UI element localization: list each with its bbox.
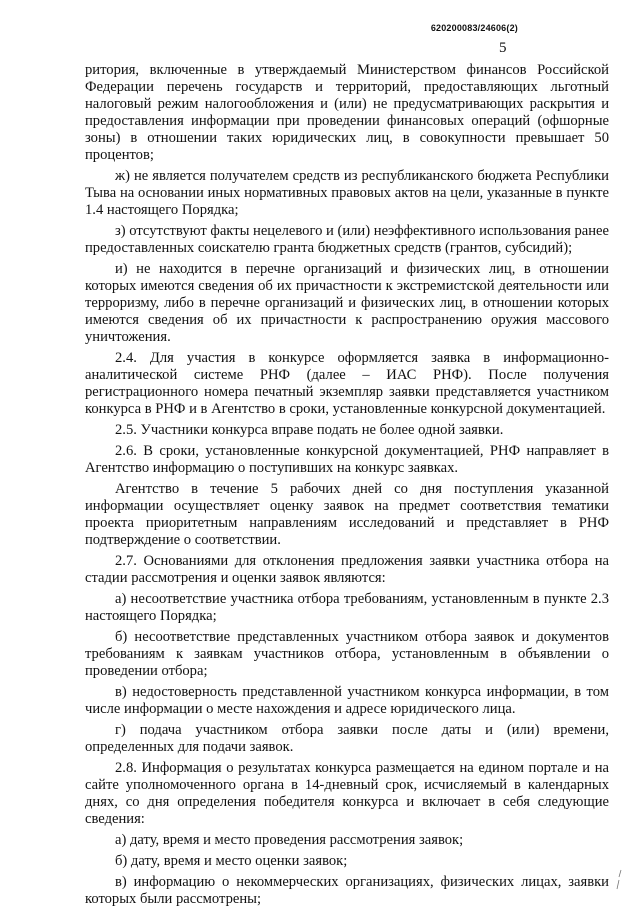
paragraph-item-z: з) отсутствуют факты нецелевого и (или) неэффективного использования ранее предоставленных соискателю гранта бюджетных средств (грантов, субсидий); <box>85 223 609 256</box>
paragraph-item-zh: ж) не является получателем средств из республиканского бюджета Республики Тыва на основании иных нормативных правовых актов на цели, указанные в пункте 1.4 настоящего Порядка; <box>85 168 609 218</box>
paragraph-reject-b: б) несоответствие представленных участником отбора заявок и документов требованиям к заявкам участников отбора, установленным в объявлении о проведении отбора; <box>85 629 609 679</box>
page-number: 5 <box>499 40 507 56</box>
paragraph-reject-v: в) недостоверность представленной участником конкурса информации, в том числе информации о месте нахождения и адресе юридического лица. <box>85 684 609 717</box>
paragraph-2-8: 2.8. Информация о результатах конкурса размещается на едином портале и на сайте уполномоченного органа в 14-дневный срок, исчисляемый в календарных днях, со дня определения победителя конкурса и включает в себя следующие сведения: <box>85 760 609 827</box>
paragraph-offshore-continuation: ритория, включенные в утверждаемый Министерством финансов Российской Федерации перечень государств и территорий, предоставляющих льготный налоговый режим налогообложения и (или) не предусматривающих раскрытия и предоставления информации при проведении финансовых операций (офшорные зоны) в отношении таких юридических лиц, в совокупности превышает 50 процентов; <box>85 62 609 163</box>
paragraph-2-5: 2.5. Участники конкурса вправе подать не более одной заявки. <box>115 422 504 438</box>
document-body <box>85 62 609 912</box>
paragraph-item-i: и) не находится в перечне организаций и физических лиц, в отношении которых имеются сведения об их причастности к экстремистской деятельности или терроризму, либо в перечне организаций и физических лиц, в отношении которых имеются сведения об их причастности к распространению оружия массового уничтожения. <box>85 261 609 345</box>
paragraph-2-7: 2.7. Основаниями для отклонения предложения заявки участника отбора на стадии рассмотрения и оценки заявок являются: <box>85 553 609 586</box>
paragraph-reject-g: г) подача участником отбора заявки после даты и (или) времени, определенных для подачи заявок. <box>85 722 609 755</box>
paragraph-2-4: 2.4. Для участия в конкурсе оформляется заявка в информационно-аналитической системе РНФ (далее – ИАС РНФ). После получения регистрационного номера печатный экземпляр заявки представляется участником конкурса в РНФ и в Агентство в сроки, установленные конкурсной документацией. <box>85 350 609 417</box>
document-id: 620200083/24606(2) <box>430 23 518 33</box>
paragraph-result-v: в) информацию о некоммерческих организациях, физических лицах, заявки которых были рассмотрены; <box>85 874 609 907</box>
paragraph-reject-a: а) несоответствие участника отбора требованиям, установленным в пункте 2.3 настоящего Порядка; <box>85 591 609 624</box>
scan-mark <box>616 869 622 891</box>
paragraph-result-a: а) дату, время и место проведения рассмотрения заявок; <box>115 832 464 848</box>
paragraph-agency-evaluation: Агентство в течение 5 рабочих дней со дня поступления указанной информации осуществляет оценку заявок на предмет соответствия тематики проекта приоритетным направлениям исследований и представляет в РНФ подтверждение о соответствии. <box>85 481 609 548</box>
paragraph-2-6: 2.6. В сроки, установленные конкурсной документацией, РНФ направляет в Агентство информацию о поступивших на конкурс заявках. <box>85 443 609 476</box>
paragraph-result-b: б) дату, время и место оценки заявок; <box>115 853 348 869</box>
